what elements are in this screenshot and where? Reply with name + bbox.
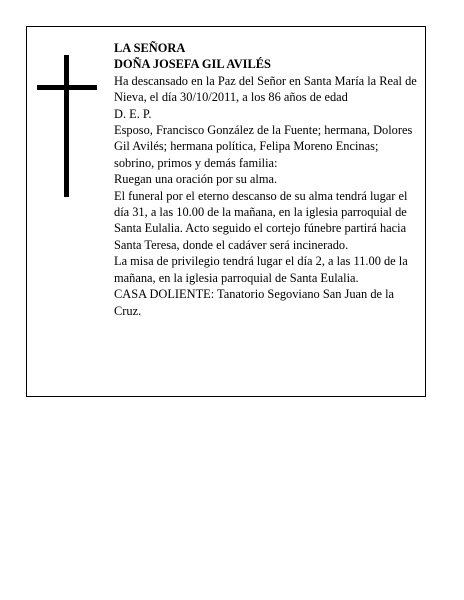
mourning-house: CASA DOLIENTE: Tanatorio Segoviano San Juan de la Cruz. <box>114 287 395 318</box>
cross-icon <box>37 55 97 197</box>
obituary-text <box>114 40 419 319</box>
rip-text: D. E. P. <box>114 106 152 121</box>
mass-details: La misa de privilegio tendrá lugar el día 2, a las 11.00 de la mañana, en la iglesia parroquial de Santa Eulalia. <box>114 254 408 285</box>
funeral-details: El funeral por el eterno descanso de su alma tendrá lugar el día 31, a las 10.00 de la mañana, en la iglesia parroquial de Santa Eulalia. Acto seguido el cortejo fúnebre partirá hacia Santa Teresa, donde el cadáver será incinerado. <box>114 188 408 252</box>
heading-title: LA SEÑORA <box>114 41 186 55</box>
deceased-name: DOÑA JOSEFA GIL AVILÉS <box>114 57 271 72</box>
prayer-request: Ruegan una oración por su alma. <box>114 172 278 187</box>
family-list: Esposo, Francisco González de la Fuente; hermana, Dolores Gil Avilés; hermana política, Felipa Moreno Encinas; sobrino, primos y demás familia: <box>114 123 413 170</box>
rest-statement: Ha descansado en la Paz del Señor en Santa María la Real de Nieva, el día 30/10/2011, a los 86 años de edad <box>114 73 417 105</box>
obituary-notice <box>26 26 426 397</box>
